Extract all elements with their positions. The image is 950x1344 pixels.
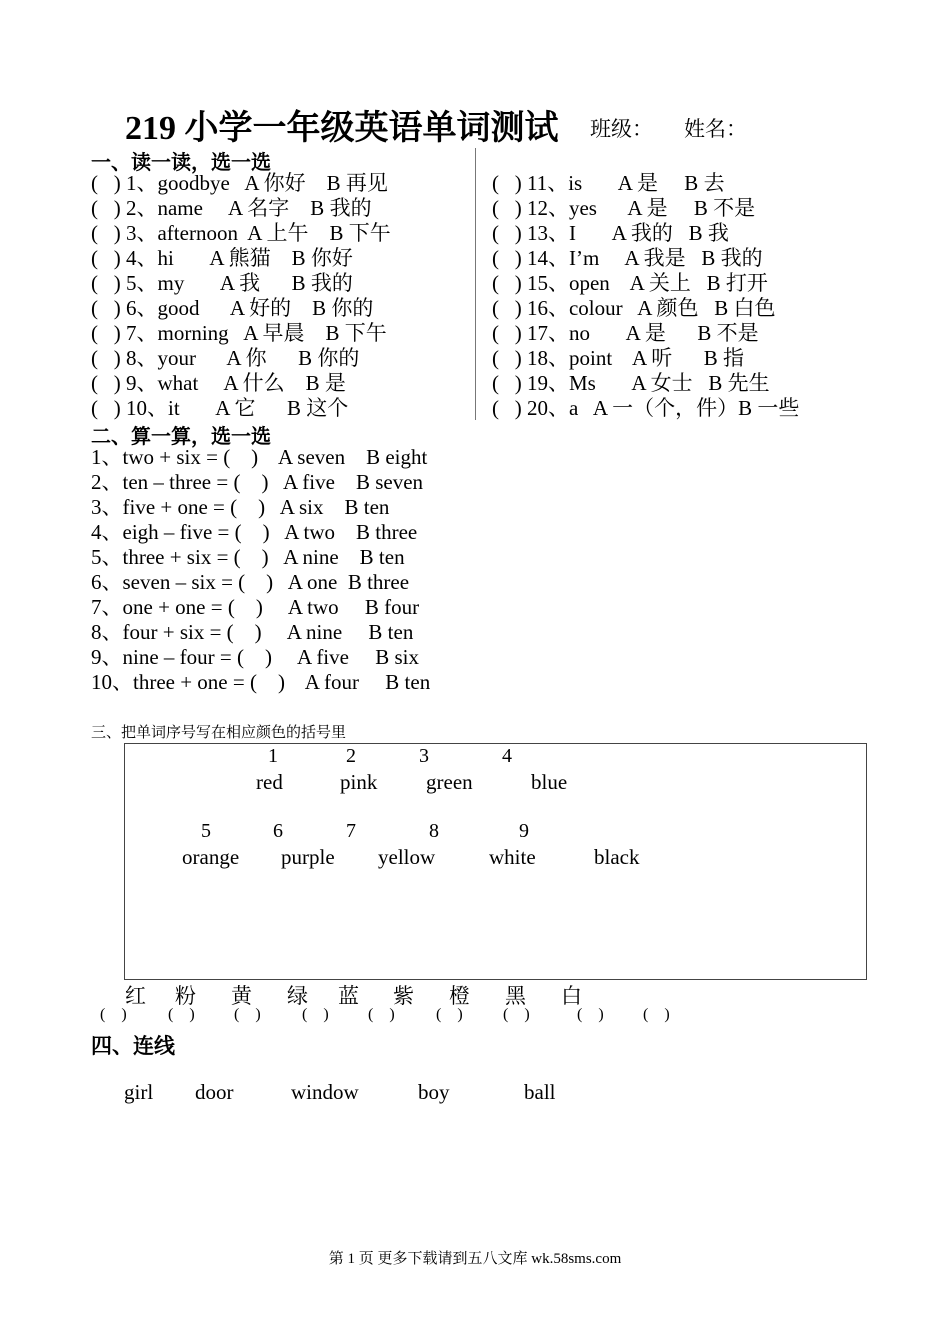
name-label: 姓名： <box>684 117 747 141</box>
word-number: 1 <box>268 745 278 767</box>
question-row: ( ) 13、I A 我的 B 我 <box>492 221 729 245</box>
color-word: green <box>426 770 473 794</box>
math-question-row: 1、two + six = ( ) A seven B eight <box>91 445 428 469</box>
color-word: purple <box>281 845 335 869</box>
question-row: ( ) 2、name A 名字 B 我的 <box>91 196 372 220</box>
page-footer: 第 1 页 更多下载请到五八文库 wk.58sms.com <box>328 1251 622 1267</box>
question-row: ( ) 10、it A 它 B 这个 <box>91 396 349 420</box>
page-title: 219 小学一年级英语单词测试 <box>125 110 559 147</box>
answer-bracket: ( ) <box>643 1006 670 1023</box>
question-row: ( ) 9、what A 什么 B 是 <box>91 371 346 395</box>
math-question-row: 8、four + six = ( ) A nine B ten <box>91 620 414 644</box>
color-chinese-label: 粉 <box>175 984 196 1008</box>
section1-heading: 一、读一读，选一选 <box>91 152 271 174</box>
question-row: ( ) 4、hi A 熊猫 B 你好 <box>91 246 353 270</box>
color-word: red <box>256 770 283 794</box>
math-question-row: 3、five + one = ( ) A six B ten <box>91 495 390 519</box>
match-word: ball <box>524 1080 556 1104</box>
match-word: boy <box>418 1080 450 1104</box>
word-number: 4 <box>502 745 512 767</box>
color-chinese-label: 白 <box>561 984 582 1008</box>
math-question-row: 7、one + one = ( ) A two B four <box>91 595 420 619</box>
math-question-row: 9、nine – four = ( ) A five B six <box>91 645 419 669</box>
math-question-row: 6、seven – six = ( ) A one B three <box>91 570 410 594</box>
answer-bracket: ( ) <box>100 1006 127 1023</box>
section3-heading: 三、把单词序号写在相应颜色的括号里 <box>91 725 347 741</box>
word-number: 7 <box>346 820 356 842</box>
word-number: 5 <box>201 820 211 842</box>
color-word: white <box>489 845 536 869</box>
match-word: door <box>195 1080 234 1104</box>
color-word: orange <box>182 845 240 869</box>
math-question-row: 10、three + one = ( ) A four B ten <box>91 670 431 694</box>
class-label: 班级： <box>590 117 653 141</box>
question-row: ( ) 11、is A 是 B 去 <box>492 171 725 195</box>
question-row: ( ) 14、I’m A 我是 B 我的 <box>492 246 763 270</box>
answer-bracket: ( ) <box>302 1006 329 1023</box>
question-row: ( ) 12、yes A 是 B 不是 <box>492 196 756 220</box>
color-chinese-label: 红 <box>125 984 146 1008</box>
question-row: ( ) 5、my A 我 B 我的 <box>91 271 353 295</box>
word-number: 6 <box>273 820 283 842</box>
color-word: blue <box>531 770 568 794</box>
word-number: 8 <box>429 820 439 842</box>
color-word: pink <box>340 770 378 794</box>
color-chinese-label: 黑 <box>505 984 526 1008</box>
question-row: ( ) 17、no A 是 B 不是 <box>492 321 759 345</box>
word-number: 9 <box>519 820 529 842</box>
match-word: window <box>291 1080 359 1104</box>
math-question-row: 2、ten – three = ( ) A five B seven <box>91 470 424 494</box>
question-row: ( ) 7、morning A 早晨 B 下午 <box>91 321 387 345</box>
color-word: black <box>594 845 640 869</box>
question-row: ( ) 19、Ms A 女士 B 先生 <box>492 371 770 395</box>
math-question-row: 4、eigh – five = ( ) A two B three <box>91 520 418 544</box>
math-question-row: 5、three + six = ( ) A nine B ten <box>91 545 405 569</box>
color-chinese-label: 绿 <box>287 984 308 1008</box>
color-chinese-label: 橙 <box>449 984 470 1008</box>
question-row: ( ) 8、your A 你 B 你的 <box>91 346 360 370</box>
question-row: ( ) 20、a A 一（个，件）B 一些 <box>492 396 800 420</box>
section2-heading: 二、算一算，选一选 <box>91 426 271 448</box>
column-divider <box>475 148 476 420</box>
color-chinese-label: 黄 <box>231 984 252 1008</box>
question-row: ( ) 15、open A 关上 B 打开 <box>492 271 768 295</box>
color-chinese-label: 蓝 <box>338 984 359 1008</box>
word-number: 3 <box>419 745 429 767</box>
answer-bracket: ( ) <box>168 1006 195 1023</box>
match-word: girl <box>124 1080 154 1104</box>
color-word: yellow <box>378 845 436 869</box>
answer-bracket: ( ) <box>503 1006 530 1023</box>
section4-heading: 四、连线 <box>91 1034 175 1058</box>
answer-bracket: ( ) <box>368 1006 395 1023</box>
answer-bracket: ( ) <box>577 1006 604 1023</box>
answer-bracket: ( ) <box>234 1006 261 1023</box>
answer-bracket: ( ) <box>436 1006 463 1023</box>
word-number: 2 <box>346 745 356 767</box>
question-row: ( ) 3、afternoon A 上午 B 下午 <box>91 221 391 245</box>
question-row: ( ) 1、goodbye A 你好 B 再见 <box>91 171 388 195</box>
color-chinese-label: 紫 <box>393 984 414 1008</box>
question-row: ( ) 6、good A 好的 B 你的 <box>91 296 374 320</box>
question-row: ( ) 16、colour A 颜色 B 白色 <box>492 296 776 320</box>
question-row: ( ) 18、point A 听 B 指 <box>492 346 745 370</box>
